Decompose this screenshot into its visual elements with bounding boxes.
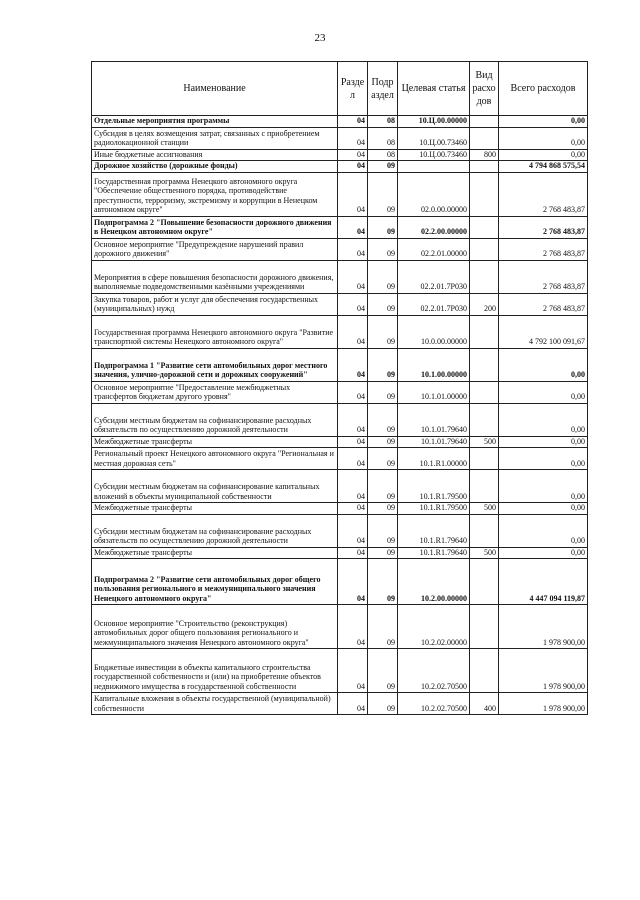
cell-vid-raskhodov: [470, 348, 499, 381]
cell-razdel: 04: [338, 514, 368, 547]
cell-vid-raskhodov: [470, 238, 499, 260]
header-vsego-raskhodov: Всего расходов: [499, 62, 588, 116]
cell-podrazdel: 08: [368, 149, 398, 161]
cell-name: Капитальные вложения в объекты государственной (муниципальной) собственности: [92, 693, 338, 715]
table-row: [92, 260, 588, 293]
table-row: [92, 116, 588, 128]
cell-vid-raskhodov: [470, 559, 499, 605]
cell-name: Государственная программа Ненецкого автономного округа "Развитие транспортной системы Ненецкого автономного округа": [92, 315, 338, 348]
table-row: [92, 381, 588, 403]
cell-celevaya-statya: 10.1.01.00000: [398, 381, 470, 403]
cell-razdel: 04: [338, 381, 368, 403]
cell-vid-raskhodov: [470, 172, 499, 216]
cell-podrazdel: 08: [368, 116, 398, 128]
cell-podrazdel: 09: [368, 605, 398, 649]
cell-razdel: 04: [338, 315, 368, 348]
header-podrazdel: Подр аздел: [368, 62, 398, 116]
header-razdel: Разде л: [338, 62, 368, 116]
cell-razdel: 04: [338, 116, 368, 128]
cell-vid-raskhodov: [470, 514, 499, 547]
table-row: [92, 315, 588, 348]
cell-vid-raskhodov: [470, 161, 499, 173]
cell-podrazdel: 09: [368, 470, 398, 503]
table-row: [92, 514, 588, 547]
cell-celevaya-statya: 10.1.R1.00000: [398, 448, 470, 470]
cell-razdel: 04: [338, 216, 368, 238]
cell-vid-raskhodov: [470, 260, 499, 293]
budget-table: [91, 61, 588, 715]
cell-name: Государственная программа Ненецкого автономного округа "Обеспечение общественного порядка, противодействие преступности, терроризму, экстремизму и коррупции в Ненецком автономном округе": [92, 172, 338, 216]
cell-podrazdel: 09: [368, 293, 398, 315]
cell-podrazdel: 09: [368, 216, 398, 238]
cell-vsego-raskhodov: 2 768 483,87: [499, 238, 588, 260]
cell-vsego-raskhodov: 1 978 900,00: [499, 649, 588, 693]
cell-name: Межбюджетные трансферты: [92, 503, 338, 515]
cell-name: Дорожное хозяйство (дорожные фонды): [92, 161, 338, 173]
table-row: [92, 436, 588, 448]
cell-podrazdel: 09: [368, 260, 398, 293]
table-row: [92, 172, 588, 216]
table-row: [92, 293, 588, 315]
cell-celevaya-statya: 02.2.01.7Р030: [398, 260, 470, 293]
cell-podrazdel: 09: [368, 693, 398, 715]
cell-vsego-raskhodov: 0,00: [499, 381, 588, 403]
cell-name: Подпрограмма 1 "Развитие сети автомобильных дорог местного значения, улично-дорожной сети и дорожных сооружений": [92, 348, 338, 381]
cell-vsego-raskhodov: 0,00: [499, 436, 588, 448]
cell-vid-raskhodov: 400: [470, 693, 499, 715]
cell-vid-raskhodov: [470, 448, 499, 470]
cell-vsego-raskhodov: 0,00: [499, 116, 588, 128]
cell-celevaya-statya: 10.1.R1.79640: [398, 547, 470, 559]
cell-vsego-raskhodov: 0,00: [499, 547, 588, 559]
cell-razdel: 04: [338, 260, 368, 293]
cell-vsego-raskhodov: 1 978 900,00: [499, 693, 588, 715]
cell-razdel: 04: [338, 503, 368, 515]
cell-vid-raskhodov: [470, 216, 499, 238]
header-vid-raskhodov: Вид расхо дов: [470, 62, 499, 116]
cell-vsego-raskhodov: 1 978 900,00: [499, 605, 588, 649]
cell-celevaya-statya: 10.2.02.00000: [398, 605, 470, 649]
cell-razdel: 04: [338, 293, 368, 315]
cell-name: Субсидии местным бюджетам на софинансирование капитальных вложений в объекты муниципальной собственности: [92, 470, 338, 503]
cell-razdel: 04: [338, 436, 368, 448]
cell-podrazdel: 09: [368, 503, 398, 515]
cell-razdel: 04: [338, 559, 368, 605]
table-row: [92, 448, 588, 470]
cell-celevaya-statya: 10.2.00.00000: [398, 559, 470, 605]
cell-vid-raskhodov: 200: [470, 293, 499, 315]
table-row: [92, 559, 588, 605]
cell-vsego-raskhodov: 0,00: [499, 448, 588, 470]
cell-razdel: 04: [338, 547, 368, 559]
cell-name: Субсидии местным бюджетам на софинансирование расходных обязательств по осуществлению дорожной деятельности: [92, 514, 338, 547]
cell-name: Закупка товаров, работ и услуг для обеспечения государственных (муниципальных) нужд: [92, 293, 338, 315]
cell-podrazdel: 09: [368, 315, 398, 348]
cell-celevaya-statya: 10.1.01.79640: [398, 403, 470, 436]
cell-podrazdel: 09: [368, 381, 398, 403]
cell-celevaya-statya: [398, 161, 470, 173]
cell-name: Межбюджетные трансферты: [92, 547, 338, 559]
cell-celevaya-statya: 10.Ц.00.00000: [398, 116, 470, 128]
header-name: Наименование: [92, 62, 338, 116]
table-row: [92, 348, 588, 381]
table-row: [92, 216, 588, 238]
cell-razdel: 04: [338, 649, 368, 693]
cell-vsego-raskhodov: 2 768 483,87: [499, 260, 588, 293]
cell-name: Мероприятия в сфере повышения безопасности дорожного движения, выполняемые подведомственными казёнными учреждениями: [92, 260, 338, 293]
cell-name: Субсидия в целях возмещения затрат, связанных с приобретением радиолокационной станции: [92, 127, 338, 149]
cell-vsego-raskhodov: 0,00: [499, 403, 588, 436]
cell-celevaya-statya: 10.1.R1.79500: [398, 503, 470, 515]
cell-podrazdel: 09: [368, 403, 398, 436]
cell-razdel: 04: [338, 149, 368, 161]
table-row: [92, 403, 588, 436]
cell-vsego-raskhodov: 2 768 483,87: [499, 216, 588, 238]
table-row: [92, 547, 588, 559]
cell-vid-raskhodov: [470, 127, 499, 149]
cell-podrazdel: 09: [368, 161, 398, 173]
cell-vsego-raskhodov: 0,00: [499, 503, 588, 515]
table-row: [92, 149, 588, 161]
cell-vid-raskhodov: [470, 403, 499, 436]
cell-name: Иные бюджетные ассигнования: [92, 149, 338, 161]
cell-vsego-raskhodov: 2 768 483,87: [499, 293, 588, 315]
cell-celevaya-statya: 10.Ц.00.73460: [398, 149, 470, 161]
cell-vsego-raskhodov: 2 768 483,87: [499, 172, 588, 216]
cell-name: Субсидии местным бюджетам на софинансирование расходных обязательств по осуществлению дорожной деятельности: [92, 403, 338, 436]
table-row: [92, 693, 588, 715]
cell-name: Подпрограмма 2 "Развитие сети автомобильных дорог общего пользования регионального и межмуниципального значения Ненецкого автономного округа": [92, 559, 338, 605]
cell-vid-raskhodov: 800: [470, 149, 499, 161]
cell-vid-raskhodov: 500: [470, 547, 499, 559]
cell-celevaya-statya: 10.1.00.00000: [398, 348, 470, 381]
cell-celevaya-statya: 10.1.R1.79500: [398, 470, 470, 503]
cell-celevaya-statya: 10.2.02.70500: [398, 649, 470, 693]
cell-podrazdel: 09: [368, 649, 398, 693]
table-row: [92, 503, 588, 515]
cell-podrazdel: 09: [368, 448, 398, 470]
cell-razdel: 04: [338, 348, 368, 381]
cell-celevaya-statya: 10.0.00.00000: [398, 315, 470, 348]
cell-razdel: 04: [338, 448, 368, 470]
cell-vsego-raskhodov: 0,00: [499, 514, 588, 547]
cell-podrazdel: 09: [368, 547, 398, 559]
page-number: 23: [314, 32, 326, 44]
cell-name: Бюджетные инвестиции в объекты капитального строительства государственной собственности и (или) на приобретение объектов недвижимого имущества в государственной собственности: [92, 649, 338, 693]
cell-razdel: 04: [338, 127, 368, 149]
cell-name: Межбюджетные трансферты: [92, 436, 338, 448]
cell-celevaya-statya: 02.2.00.00000: [398, 216, 470, 238]
cell-vid-raskhodov: [470, 605, 499, 649]
cell-razdel: 04: [338, 161, 368, 173]
cell-celevaya-statya: 02.2.01.00000: [398, 238, 470, 260]
table-row: [92, 161, 588, 173]
cell-podrazdel: 09: [368, 172, 398, 216]
cell-name: Подпрограмма 2 "Повышение безопасности дорожного движения в Ненецком автономном округе": [92, 216, 338, 238]
cell-name: Региональный проект Ненецкого автономного округа "Региональная и местная дорожная сеть": [92, 448, 338, 470]
table-row: [92, 127, 588, 149]
cell-razdel: 04: [338, 693, 368, 715]
cell-name: Отдельные мероприятия программы: [92, 116, 338, 128]
cell-celevaya-statya: 10.1.R1.79640: [398, 514, 470, 547]
cell-podrazdel: 09: [368, 514, 398, 547]
cell-vid-raskhodov: [470, 381, 499, 403]
cell-podrazdel: 08: [368, 127, 398, 149]
cell-razdel: 04: [338, 403, 368, 436]
table-header-row: [92, 62, 588, 116]
cell-celevaya-statya: 10.2.02.70500: [398, 693, 470, 715]
cell-vid-raskhodov: 500: [470, 436, 499, 448]
cell-vid-raskhodov: [470, 649, 499, 693]
cell-vsego-raskhodov: 0,00: [499, 149, 588, 161]
cell-razdel: 04: [338, 172, 368, 216]
cell-vsego-raskhodov: 0,00: [499, 127, 588, 149]
table-row: [92, 649, 588, 693]
cell-vsego-raskhodov: 4 447 094 119,87: [499, 559, 588, 605]
cell-celevaya-statya: 10.1.01.79640: [398, 436, 470, 448]
cell-name: Основное мероприятие "Предупреждение нарушений правил дорожного движения": [92, 238, 338, 260]
cell-podrazdel: 09: [368, 348, 398, 381]
cell-vsego-raskhodov: 4 792 100 091,67: [499, 315, 588, 348]
cell-podrazdel: 09: [368, 238, 398, 260]
table-body: [92, 116, 588, 715]
cell-name: Основное мероприятие "Строительство (реконструкция) автомобильных дорог общего пользования регионального и межмуниципального значения Ненецкого автономного округа": [92, 605, 338, 649]
cell-vsego-raskhodov: 0,00: [499, 470, 588, 503]
cell-vsego-raskhodov: 4 794 868 575,54: [499, 161, 588, 173]
cell-celevaya-statya: 10.Ц.00.73460: [398, 127, 470, 149]
cell-vid-raskhodov: 500: [470, 503, 499, 515]
cell-podrazdel: 09: [368, 436, 398, 448]
cell-vid-raskhodov: [470, 315, 499, 348]
cell-vsego-raskhodov: 0,00: [499, 348, 588, 381]
table-row: [92, 605, 588, 649]
table-row: [92, 238, 588, 260]
cell-celevaya-statya: 02.0.00.00000: [398, 172, 470, 216]
cell-vid-raskhodov: [470, 116, 499, 128]
cell-razdel: 04: [338, 470, 368, 503]
cell-celevaya-statya: 02.2.01.7Р030: [398, 293, 470, 315]
table-row: [92, 470, 588, 503]
cell-razdel: 04: [338, 605, 368, 649]
cell-vid-raskhodov: [470, 470, 499, 503]
cell-name: Основное мероприятие "Предоставление межбюджетных трансфертов бюджетам другого уровня": [92, 381, 338, 403]
cell-razdel: 04: [338, 238, 368, 260]
header-celevaya-statya: Целевая статья: [398, 62, 470, 116]
cell-podrazdel: 09: [368, 559, 398, 605]
